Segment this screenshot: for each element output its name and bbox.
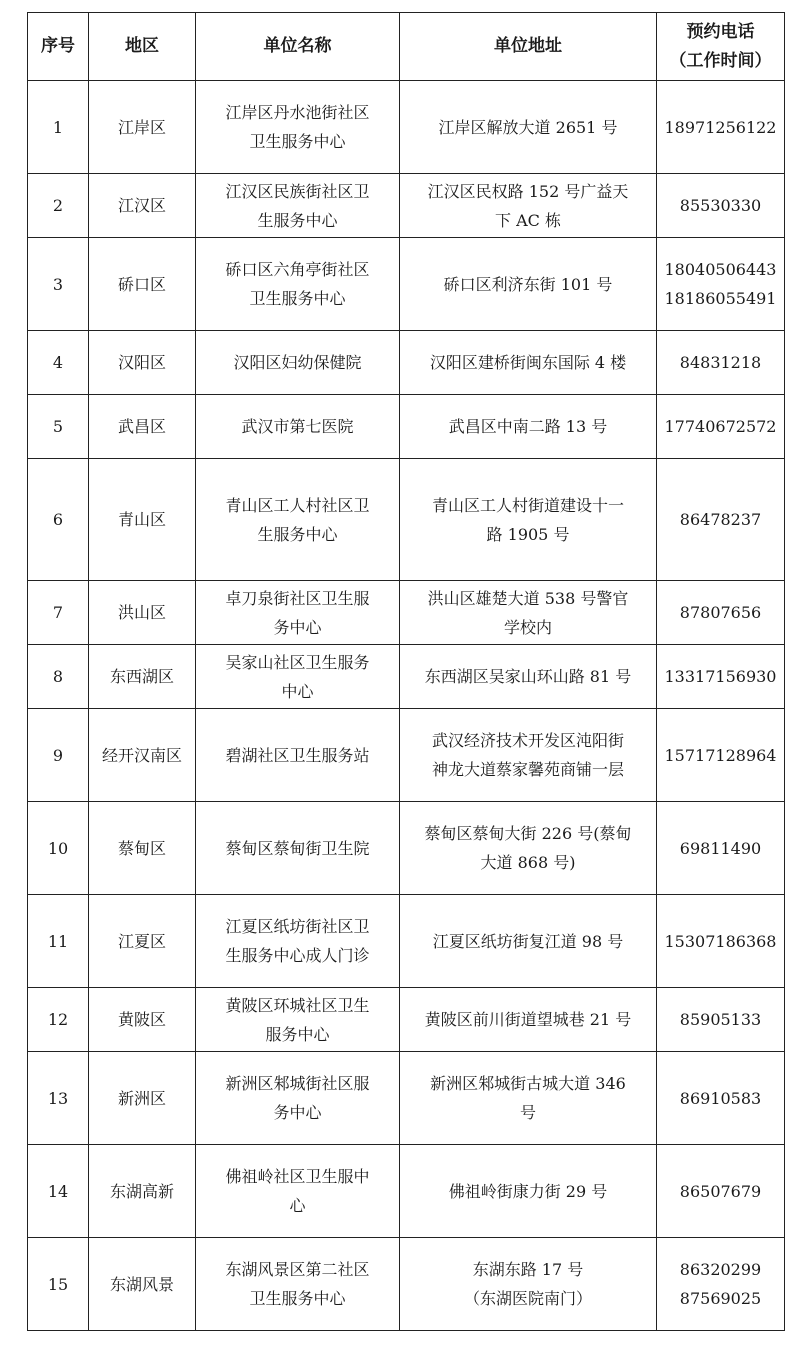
cell-region: 东湖风景 [89, 1238, 196, 1331]
cell-unit: 青山区工人村社区卫 生服务中心 [196, 459, 400, 581]
cell-phone: 15717128964 [657, 709, 785, 802]
cell-phone: 86507679 [657, 1145, 785, 1238]
cell-region: 江汉区 [89, 174, 196, 238]
cell-seq: 8 [28, 645, 89, 709]
cell-address: 汉阳区建桥街闽东国际 4 楼 [400, 331, 657, 395]
cell-seq: 2 [28, 174, 89, 238]
cell-seq: 14 [28, 1145, 89, 1238]
table-row [28, 709, 785, 802]
cell-region: 经开汉南区 [89, 709, 196, 802]
cell-unit: 蔡甸区蔡甸街卫生院 [196, 802, 400, 895]
cell-phone: 87807656 [657, 581, 785, 645]
cell-phone: 85530330 [657, 174, 785, 238]
cell-region: 东湖高新 [89, 1145, 196, 1238]
cell-region: 硚口区 [89, 238, 196, 331]
cell-address: 江岸区解放大道 2651 号 [400, 81, 657, 174]
cell-phone: 86910583 [657, 1052, 785, 1145]
cell-unit: 江汉区民族街社区卫 生服务中心 [196, 174, 400, 238]
cell-unit: 吴家山社区卫生服务 中心 [196, 645, 400, 709]
clinic-table [27, 12, 785, 1331]
cell-region: 黄陂区 [89, 988, 196, 1052]
cell-address: 佛祖岭街康力街 29 号 [400, 1145, 657, 1238]
cell-unit: 卓刀泉街社区卫生服 务中心 [196, 581, 400, 645]
cell-seq: 1 [28, 81, 89, 174]
cell-unit: 新洲区邾城街社区服 务中心 [196, 1052, 400, 1145]
cell-unit: 黄陂区环城社区卫生 服务中心 [196, 988, 400, 1052]
cell-seq: 9 [28, 709, 89, 802]
cell-region: 江岸区 [89, 81, 196, 174]
cell-phone: 69811490 [657, 802, 785, 895]
header-unit: 单位名称 [196, 13, 400, 81]
cell-region: 武昌区 [89, 395, 196, 459]
cell-phone: 18971256122 [657, 81, 785, 174]
table-row [28, 802, 785, 895]
cell-phone: 86320299 87569025 [657, 1238, 785, 1331]
cell-region: 青山区 [89, 459, 196, 581]
cell-unit: 碧湖社区卫生服务站 [196, 709, 400, 802]
cell-unit: 硚口区六角亭街社区 卫生服务中心 [196, 238, 400, 331]
cell-seq: 5 [28, 395, 89, 459]
cell-seq: 10 [28, 802, 89, 895]
table-row [28, 645, 785, 709]
header-row [28, 13, 785, 81]
table-row [28, 81, 785, 174]
cell-seq: 3 [28, 238, 89, 331]
cell-phone: 84831218 [657, 331, 785, 395]
cell-address: 武昌区中南二路 13 号 [400, 395, 657, 459]
cell-seq: 11 [28, 895, 89, 988]
header-address: 单位地址 [400, 13, 657, 81]
cell-address: 江夏区纸坊街复江道 98 号 [400, 895, 657, 988]
cell-unit: 佛祖岭社区卫生服中 心 [196, 1145, 400, 1238]
table-row [28, 988, 785, 1052]
table-row [28, 1145, 785, 1238]
cell-phone: 13317156930 [657, 645, 785, 709]
cell-phone: 18040506443 18186055491 [657, 238, 785, 331]
cell-phone: 15307186368 [657, 895, 785, 988]
cell-address: 黄陂区前川街道望城巷 21 号 [400, 988, 657, 1052]
cell-unit: 东湖风景区第二社区 卫生服务中心 [196, 1238, 400, 1331]
cell-region: 新洲区 [89, 1052, 196, 1145]
cell-address: 蔡甸区蔡甸大街 226 号(蔡甸 大道 868 号) [400, 802, 657, 895]
table-row [28, 174, 785, 238]
table-row [28, 331, 785, 395]
cell-address: 江汉区民权路 152 号广益天 下 AC 栋 [400, 174, 657, 238]
cell-address: 武汉经济技术开发区沌阳街 神龙大道蔡家馨苑商铺一层 [400, 709, 657, 802]
cell-seq: 4 [28, 331, 89, 395]
cell-seq: 12 [28, 988, 89, 1052]
cell-address: 东湖东路 17 号 （东湖医院南门） [400, 1238, 657, 1331]
cell-region: 洪山区 [89, 581, 196, 645]
table-row [28, 238, 785, 331]
table-row [28, 581, 785, 645]
header-seq: 序号 [28, 13, 89, 81]
cell-seq: 13 [28, 1052, 89, 1145]
cell-seq: 6 [28, 459, 89, 581]
header-phone: 预约电话 （工作时间） [657, 13, 785, 81]
cell-unit: 武汉市第七医院 [196, 395, 400, 459]
cell-phone: 85905133 [657, 988, 785, 1052]
cell-region: 江夏区 [89, 895, 196, 988]
cell-region: 蔡甸区 [89, 802, 196, 895]
table-row [28, 395, 785, 459]
table-row [28, 1238, 785, 1331]
cell-phone: 86478237 [657, 459, 785, 581]
cell-unit: 江岸区丹水池街社区 卫生服务中心 [196, 81, 400, 174]
cell-unit: 汉阳区妇幼保健院 [196, 331, 400, 395]
cell-phone: 17740672572 [657, 395, 785, 459]
table-row [28, 895, 785, 988]
table-row [28, 1052, 785, 1145]
cell-address: 洪山区雄楚大道 538 号警官 学校内 [400, 581, 657, 645]
cell-address: 东西湖区吴家山环山路 81 号 [400, 645, 657, 709]
cell-seq: 15 [28, 1238, 89, 1331]
cell-address: 新洲区邾城街古城大道 346 号 [400, 1052, 657, 1145]
cell-region: 东西湖区 [89, 645, 196, 709]
cell-unit: 江夏区纸坊街社区卫 生服务中心成人门诊 [196, 895, 400, 988]
header-region: 地区 [89, 13, 196, 81]
table-row [28, 459, 785, 581]
cell-address: 青山区工人村街道建设十一 路 1905 号 [400, 459, 657, 581]
cell-region: 汉阳区 [89, 331, 196, 395]
cell-address: 硚口区利济东街 101 号 [400, 238, 657, 331]
cell-seq: 7 [28, 581, 89, 645]
